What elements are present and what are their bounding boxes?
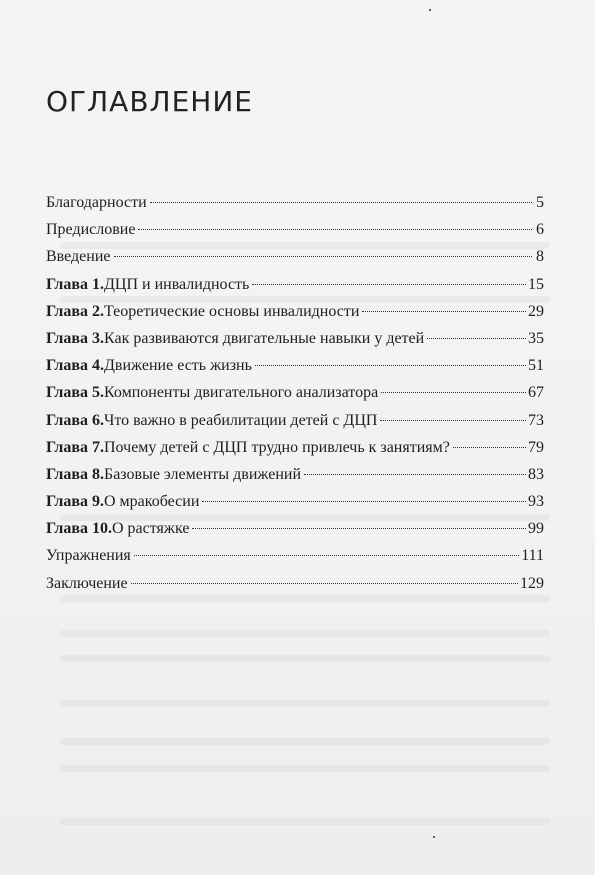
- toc-page-number: 73: [528, 411, 544, 429]
- toc-entry: [46, 488, 544, 515]
- toc-page-number: 93: [528, 493, 544, 511]
- toc-entry: [46, 434, 544, 461]
- dot-leader: [138, 229, 532, 230]
- dot-leader: [380, 420, 526, 421]
- toc-entry: [46, 352, 544, 379]
- toc-page-number: 35: [528, 329, 544, 347]
- dot-leader: [192, 528, 526, 529]
- toc-title: О растяжке: [112, 520, 190, 538]
- paper-speck: [429, 9, 431, 11]
- dot-leader: [202, 501, 526, 502]
- toc-chapter-label: Глава 2.: [46, 302, 104, 320]
- toc-entry: [46, 325, 544, 352]
- toc-chapter-label: Глава 1.: [46, 275, 104, 293]
- toc-title: Почему детей с ДЦП трудно привлечь к занятиям?: [104, 438, 450, 456]
- toc-title: Движение есть жизнь: [104, 357, 252, 375]
- bleed-through-line: [60, 700, 550, 707]
- toc-entry: [46, 189, 544, 216]
- toc-title: Благодарности: [46, 194, 147, 211]
- toc-page-number: 99: [528, 520, 544, 538]
- toc-page-number: 15: [528, 275, 544, 293]
- toc-chapter-label: Глава 5.: [46, 384, 104, 402]
- toc-entry: [46, 379, 544, 406]
- toc-entry: [46, 542, 544, 569]
- dot-leader: [381, 392, 526, 393]
- dot-leader: [304, 474, 526, 475]
- dot-leader: [114, 256, 533, 257]
- toc-page-number: 83: [528, 465, 544, 483]
- paper-speck: [433, 836, 435, 838]
- dot-leader: [131, 583, 518, 584]
- toc-title: Предисловие: [46, 221, 136, 239]
- toc-chapter-label: Глава 7.: [46, 438, 104, 456]
- toc-entry: [46, 407, 544, 434]
- toc-title: Базовые элементы движений: [104, 465, 302, 483]
- dot-leader: [150, 202, 532, 203]
- dot-leader: [255, 365, 526, 366]
- dot-leader: [134, 555, 519, 556]
- dot-leader: [427, 338, 526, 339]
- toc-chapter-label: Глава 8.: [46, 465, 104, 483]
- dot-leader: [252, 284, 526, 285]
- toc-entry: [46, 461, 544, 488]
- toc-chapter-label: Глава 6.: [46, 411, 104, 429]
- toc-page-number: 111: [521, 547, 544, 565]
- toc-entry: [46, 271, 544, 298]
- toc-title: Компоненты двигательного анализатора: [104, 384, 379, 402]
- toc-chapter-label: Глава 10.: [46, 520, 112, 538]
- bleed-through-line: [60, 738, 550, 745]
- toc-entry: [46, 243, 544, 270]
- toc-title: ДЦП и инвалидность: [104, 275, 250, 293]
- toc-page-number: 129: [520, 574, 544, 592]
- toc-title: Теоретические основы инвалидности: [104, 302, 360, 320]
- toc-title: Упражнения: [46, 547, 131, 565]
- toc-entry: [46, 515, 544, 542]
- dot-leader: [453, 447, 526, 448]
- toc-page-number: 29: [528, 302, 544, 320]
- toc-title: О мракобесии: [104, 493, 200, 511]
- toc-chapter-label: Глава 4.: [46, 357, 104, 375]
- dot-leader: [362, 311, 526, 312]
- bleed-through-line: [60, 765, 550, 772]
- toc-entry: [46, 298, 544, 325]
- toc-chapter-label: Глава 9.: [46, 493, 104, 511]
- table-of-contents: [46, 189, 544, 597]
- toc-page-number: 79: [528, 438, 544, 456]
- bleed-through-line: [60, 655, 550, 662]
- toc-page-number: 67: [528, 384, 544, 402]
- bleed-through-line: [60, 818, 550, 825]
- toc-page-number: 5: [536, 194, 544, 211]
- toc-page-number: 8: [536, 248, 544, 266]
- toc-entry: [46, 570, 544, 597]
- toc-title: Что важно в реабилитации детей с ДЦП: [104, 411, 378, 429]
- toc-page-number: 51: [528, 357, 544, 375]
- toc-entry: [46, 216, 544, 243]
- page-title: ОГЛАВЛЕНИЕ: [46, 84, 253, 118]
- toc-title: Введение: [46, 248, 111, 266]
- bleed-through-line: [60, 630, 550, 637]
- toc-title: Заключение: [46, 574, 128, 592]
- toc-page-number: 6: [536, 221, 544, 239]
- toc-chapter-label: Глава 3.: [46, 329, 104, 347]
- toc-title: Как развиваются двигательные навыки у детей: [104, 329, 425, 347]
